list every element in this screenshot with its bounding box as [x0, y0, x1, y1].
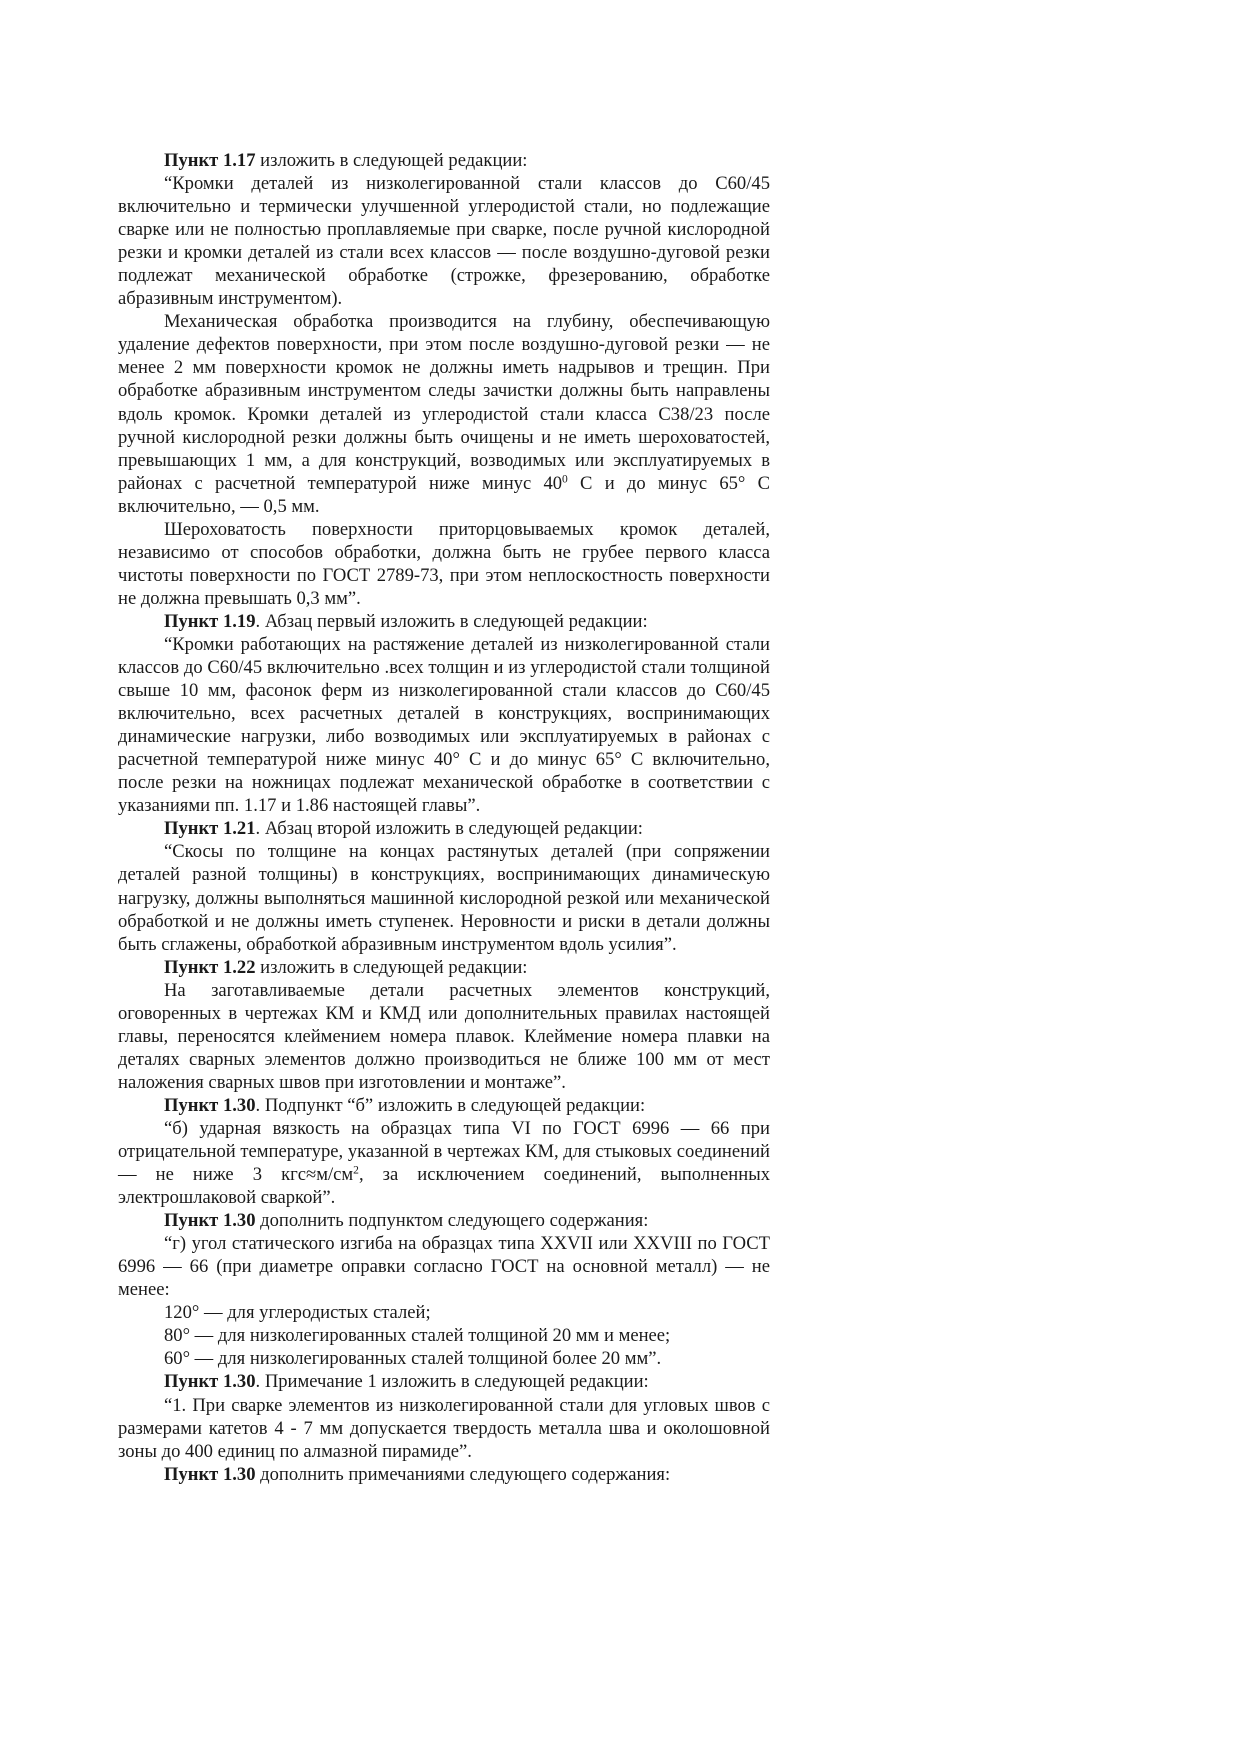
list-item — [118, 1347, 770, 1370]
paragraph-text: С и до минус 65° С включительно, — 0,5 мм. — [118, 472, 770, 517]
clause-number: Пункт 1.30 — [164, 1094, 256, 1116]
paragraph — [118, 979, 770, 1094]
paragraph-text: “Скосы по толщине на концах растянутых деталей (при сопряжении деталей разной толщины) в конструкциях, воспринимающих динамическую нагрузку, должны выполняться машинной кислородной резкой или механической обработкой и не должны иметь ступенек. Неровности и риски в детали должны быть сглажены, обработкой абразивным инструментом вдоль усилия”. — [118, 841, 770, 955]
list-item — [118, 1324, 770, 1347]
paragraph-text: дополнить подпунктом следующего содержания: — [255, 1210, 649, 1232]
paragraph-p1-22-heading — [118, 956, 770, 979]
paragraph-text: “г) угол статического изгиба на образцах типа XXVII или XXVIII по ГОСТ 6996 — 66 (при диаметре оправки согласно ГОСТ на основной металл) — не менее: — [118, 1233, 770, 1301]
paragraph — [118, 1117, 770, 1209]
paragraph-text: 60° — для низколегированных сталей толщиной более 20 мм”. — [164, 1348, 662, 1370]
paragraph-text: . Примечание 1 изложить в следующей редакции: — [255, 1371, 649, 1393]
paragraph-text: . Абзац первый изложить в следующей редакции: — [255, 610, 648, 632]
paragraph — [118, 518, 770, 610]
paragraph-text: Механическая обработка производится на глубину, обеспечивающую удаление дефектов поверхности, при этом после воздушно-дуговой резки — не менее 2 мм поверхности кромок не должны иметь надрывов и трещин. При обработке абразивным инструментом следы зачистки должны быть направлены вдоль кромок. Кромки деталей из углеродистой стали класса С38/23 после ручной кислородной резки должны быть очищены и не иметь шероховатостей, превышающих 1 мм, а для конструкций, возводимых или эксплуатируемых в районах с расчетной температурой ниже минус 40 — [118, 311, 770, 494]
superscript: 0 — [562, 473, 568, 486]
paragraph — [118, 840, 770, 955]
paragraph-text: дополнить примечаниями следующего содержания: — [255, 1463, 671, 1485]
paragraph-text: изложить в следующей редакции: — [255, 150, 528, 171]
paragraph-p1-17-heading — [118, 149, 770, 172]
clause-number: Пункт 1.30 — [164, 1371, 256, 1393]
paragraph-text: . Подпункт “б” изложить в следующей редакции: — [255, 1094, 646, 1116]
paragraph-text: “б) ударная вязкость на образцах типа VI по ГОСТ 6996 — 66 при отрицательной температуре, указанной в чертежах КМ, для стыковых соединений — не ниже 3 кгс≈м/см — [118, 1117, 770, 1186]
clause-number: Пункт 1.22 — [164, 956, 256, 978]
paragraph-p1-30-heading — [118, 1370, 770, 1393]
list-item — [118, 1301, 770, 1324]
paragraph-text: изложить в следующей редакции: — [255, 956, 528, 978]
clause-number: Пункт 1.19 — [164, 610, 256, 632]
paragraph-text: 120° — для углеродистых сталей; — [164, 1302, 431, 1324]
paragraph-p1-21-heading — [118, 817, 770, 840]
document-page — [118, 149, 770, 1486]
paragraph-text: . Абзац второй изложить в следующей редакции: — [255, 818, 643, 840]
clause-number: Пункт 1.21 — [164, 818, 256, 840]
paragraph — [118, 172, 770, 310]
paragraph-text: Шероховатость поверхности приторцовываемых кромок деталей, независимо от способов обработки, должна быть не грубее первого класса чистоты поверхности по ГОСТ 2789-73, при этом неплоскостность поверхности не должна превышать 0,3 мм”. — [118, 518, 770, 609]
paragraph-p1-30-heading — [118, 1094, 770, 1117]
paragraph-text: На заготавливаемые детали расчетных элементов конструкций, оговоренных в чертежах КМ и КМД или дополнительных правилах настоящей главы, переносятся клеймением номера плавок. Клеймение номера плавки на деталях сварных элементов должно производиться не ближе 100 мм от мест наложения сварных швов при изготовлении и монтаже”. — [118, 979, 770, 1093]
paragraph-text: “Кромки деталей из низколегированной стали классов до С60/45 включительно и термически улучшенной углеродистой стали, но подлежащие сварке или не полностью проплавляемые при сварке, после ручной кислородной резки и кромки деталей из стали всех классов — после воздушно-дуговой резки подлежат механической обработке (строжке, фрезерованию, обработке абразивным инструментом). — [118, 173, 770, 310]
paragraph-p1-19-heading — [118, 610, 770, 633]
paragraph-p1-30-heading — [118, 1463, 770, 1486]
paragraph-text: 80° — для низколегированных сталей толщиной 20 мм и менее; — [164, 1325, 671, 1347]
superscript: 2 — [353, 1164, 359, 1177]
paragraph-text: “1. При сварке элементов из низколегированной стали для угловых швов с размерами катетов 4 - 7 мм допускается твердость металла шва и околошовной зоны до 400 единиц по алмазной пирамиде”. — [118, 1394, 770, 1462]
clause-number: Пункт 1.30 — [164, 1463, 256, 1485]
paragraph-p1-30-heading — [118, 1209, 770, 1232]
paragraph — [118, 633, 770, 817]
paragraph — [118, 1232, 770, 1301]
clause-number: Пункт 1.17 — [164, 150, 256, 171]
paragraph — [118, 1394, 770, 1463]
paragraph-text: “Кромки работающих на растяжение деталей из низколегированной стали классов до С60/45 включительно .всех толщин и из углеродистой стали толщиной свыше 10 мм, фасонок ферм из низколегированной стали классов до С60/45 включительно, всех расчетных деталей в конструкциях, воспринимающих динамические нагрузки, либо возводимых или эксплуатируемых в районах с расчетной температурой ниже минус 40° С и до минус 65° С включительно, после резки на ножницах подлежат механической обработке в соответствии с указаниями пп. 1.17 и 1.86 настоящей главы”. — [118, 633, 770, 817]
paragraph — [118, 310, 770, 517]
paragraph-text: , за исключением соединений, выполненных электрошлаковой сваркой”. — [118, 1164, 770, 1209]
clause-number: Пункт 1.30 — [164, 1210, 256, 1232]
